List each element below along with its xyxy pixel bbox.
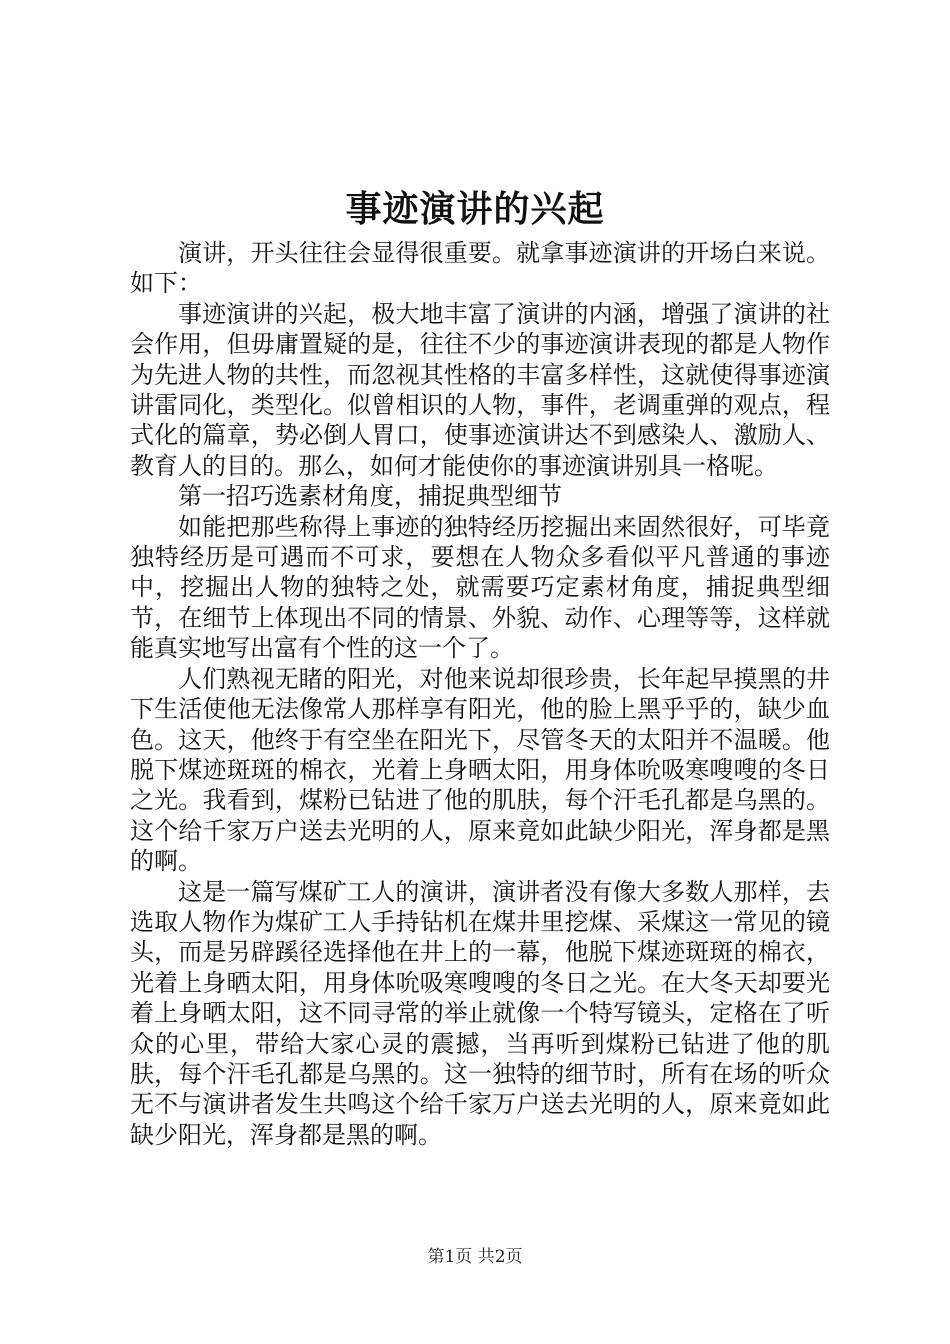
page-title: 事迹演讲的兴起 (345, 188, 605, 230)
page-footer: 第1页 共2页 (427, 1247, 523, 1267)
paragraph-unique-experience: 如能把那些称得上事迹的独特经历挖掘出来固然很好，可毕竟独特经历是可遇而不可求，要想在人物众多看似平凡普通的事迹中，挖掘出人物的独特之处，就需要巧定素材角度，捕捉典型细节，在细节上体现出不同的情景、外貌、动作、心理等等，这样就能真实地写出富有个性的这一个了。 (130, 512, 830, 663)
paragraph-intro: 演讲，开头往往会显得很重要。就拿事迹演讲的开场白来说。如下： (130, 239, 830, 298)
paragraph-analysis: 这是一篇写煤矿工人的演讲，演讲者没有像大多数人那样，去选取人物作为煤矿工人手持钻机在煤井里挖煤、采煤这一常见的镜头，而是另辟蹊径选择他在井上的一幕，他脱下煤迹斑斑的棉衣，光着上身晒太阳，用身体吮吸寒嗖嗖的冬日之光。在大冬天却要光着上身晒太阳，这不同寻常的举止就像一个特写镜头，定格在了听众的心里，带给大家心灵的震撼，当再听到煤粉已钻进了他的肌肤，每个汗毛孔都是乌黑的。这一独特的细节时，所有在场的听众无不与演讲者发生共鸣这个给千家万户送去光明的人，原来竟如此缺少阳光，浑身都是黑的啊。 (130, 877, 830, 1149)
paragraph-example-sunlight: 人们熟视无睹的阳光，对他来说却很珍贵，长年起早摸黑的井下生活使他无法像常人那样享有阳光，他的脸上黑乎乎的，缺少血色。这天，他终于有空坐在阳光下，尽管冬天的太阳并不温暖。他脱下煤迹斑斑的棉衣，光着上身晒太阳，用身体吮吸寒嗖嗖的冬日之光。我看到，煤粉已钻进了他的肌肤，每个汗毛孔都是乌黑的。这个给千家万户送去光明的人，原来竟如此缺少阳光，浑身都是黑的啊。 (130, 664, 830, 876)
paragraph-heading-first-tip: 第一招巧选素材角度，捕捉典型细节 (178, 482, 562, 511)
paragraph-rise: 事迹演讲的兴起，极大地丰富了演讲的内涵，增强了演讲的社会作用，但毋庸置疑的是，往往不少的事迹演讲表现的都是人物作为先进人物的共性，而忽视其性格的丰富多样性，这就使得事迹演讲雷同化，类型化。似曾相识的人物，事件，老调重弹的观点，程式化的篇章，势必倒人胃口，使事迹演讲达不到感染人、激励人、教育人的目的。那么，如何才能使你的事迹演讲别具一格呢。 (130, 299, 830, 480)
document-body (130, 238, 830, 1150)
